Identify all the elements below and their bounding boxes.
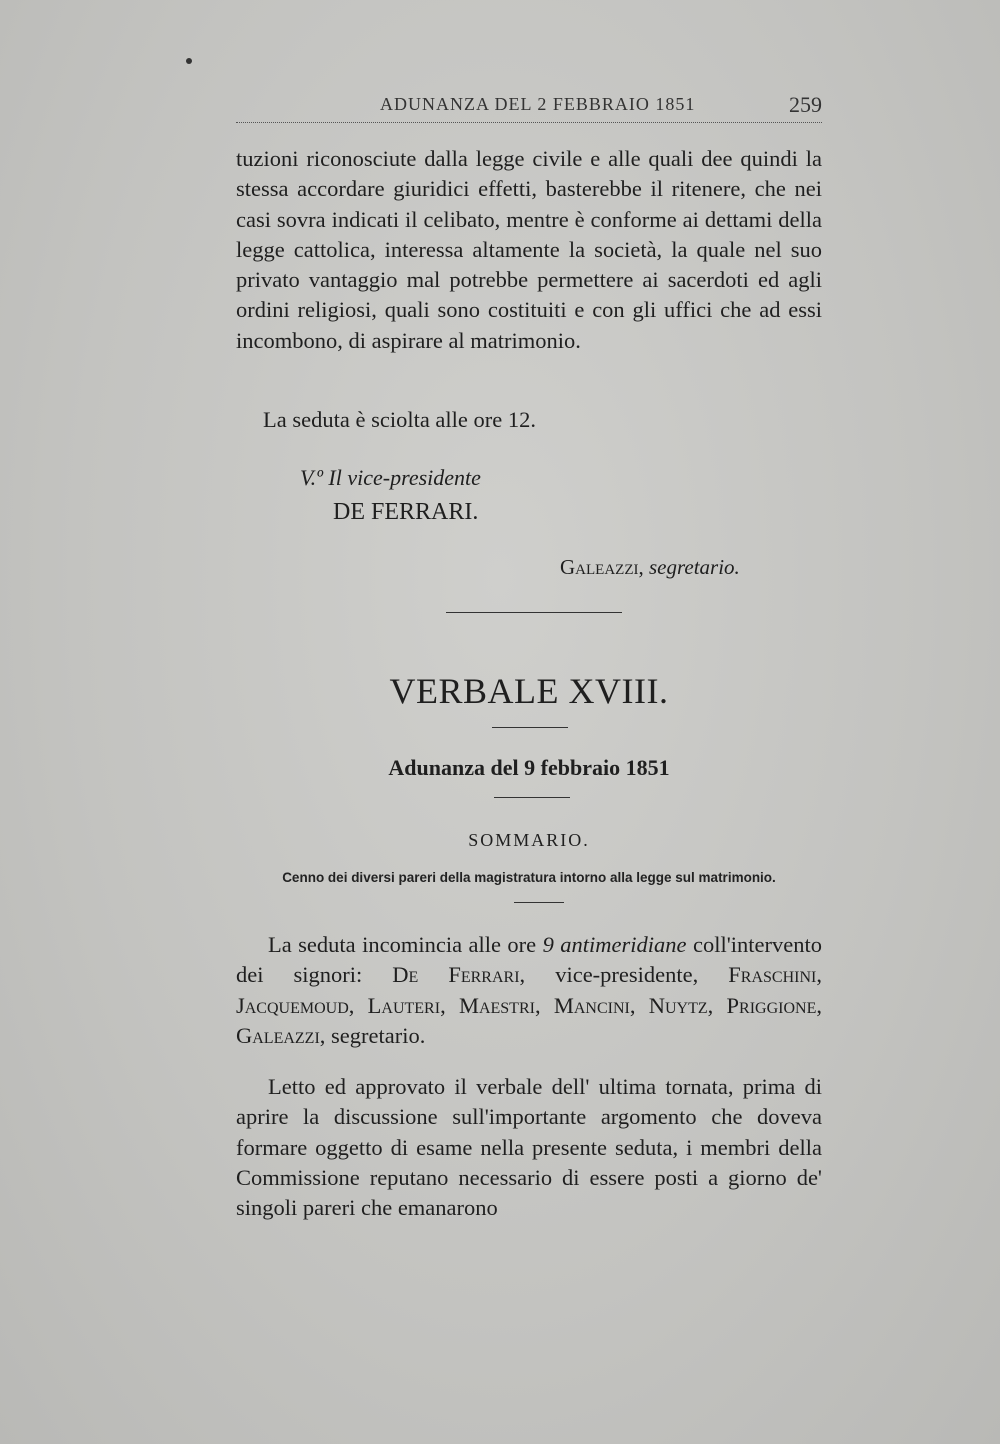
- page-number: 259: [789, 92, 822, 117]
- start-time: 9 antimeridiane: [542, 932, 687, 957]
- continuation-paragraph: tuzioni riconosciute dalla legge civile e alle quali dee quindi la stessa accordare giuridici effetti, basterebbe il ritenere, che nei casi sovra indicati il celibato, mentre è conforme ai dettami della legge cattolica, interessa altamente la società, la quale nel suo privato vantaggio mal potrebbe permettere ai sacerdoti ed agli ordini religiosi, quali sono costituiti e con gli uffici che ad essi incombono, di aspirare al matrimonio.: [236, 146, 822, 353]
- minutes-paragraph: Letto ed approvato il verbale dell' ultima tornata, prima di aprire la discussione sull'importante argomento che doveva formare oggetto di esame nella presente seduta, i membri della Commissione reputano necessario di essere posti a giorno de' singoli pareri che emanarono: [236, 1074, 822, 1221]
- member-name: Mancini: [553, 992, 630, 1018]
- ink-dot: [186, 58, 192, 64]
- summary-text: Cenno dei diversi pareri della magistratura intorno alla legge sul matrimonio.: [282, 870, 776, 885]
- summary-rule: [514, 902, 564, 903]
- member-name: De Ferrari: [392, 962, 520, 988]
- section-divider: [446, 612, 622, 613]
- member-name: Jacquemoud: [236, 992, 349, 1018]
- member-name: Priggione: [726, 992, 817, 1018]
- member-name: Galeazzi: [236, 1022, 320, 1048]
- session-closed-line: La seduta è sciolta alle ore 12.: [263, 407, 537, 432]
- vice-president-line: V.º Il vice-presidente: [300, 465, 481, 490]
- running-title: ADUNANZA DEL 2 FEBBRAIO 1851: [380, 94, 696, 114]
- secretary-title: segretario.: [648, 555, 740, 579]
- running-header: [236, 92, 822, 123]
- member-name: Fraschini: [728, 962, 817, 988]
- member-name: Maestri: [458, 992, 535, 1018]
- secretary-name: Galeazzi,: [560, 555, 644, 579]
- subtitle-rule: [494, 797, 570, 798]
- member-name: Lauteri: [367, 992, 441, 1018]
- verbale-title: VERBALE XVIII.: [389, 671, 669, 711]
- vice-president-name: DE FERRARI.: [333, 499, 479, 525]
- title-rule: [492, 727, 568, 728]
- member-name: Nuytz: [648, 992, 708, 1018]
- secretary-signature: [560, 555, 740, 580]
- opening-paragraph: La seduta incomincia alle ore 9 antimeridiane coll'intervento dei signori: De Ferrari, vice-presidente, Fraschini, Jacquemoud, Lauteri, Maestri, Mancini, Nuytz, Priggione, Galeazzi, segretario.: [236, 932, 823, 1048]
- session-subtitle: Adunanza del 9 febbraio 1851: [388, 755, 670, 780]
- summary-label: SOMMARIO.: [468, 830, 590, 850]
